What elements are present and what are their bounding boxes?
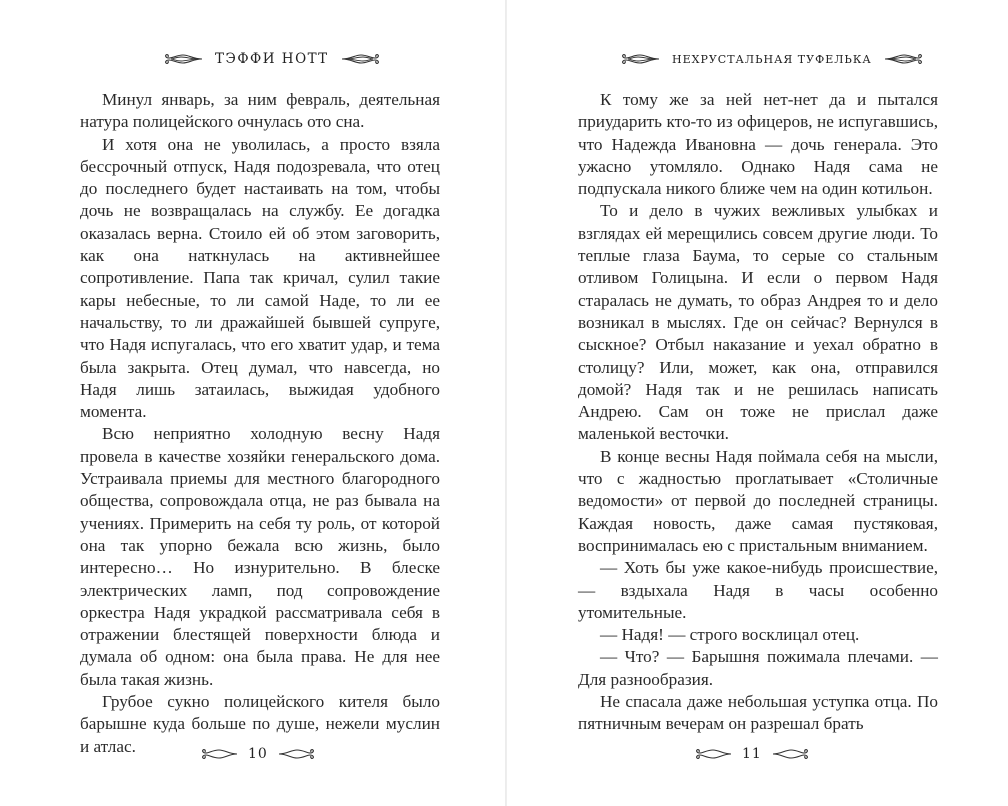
page-number: 10 (248, 746, 268, 762)
paragraph: И хотя она не уволилась, а просто взяла бессрочный отпуск, Надя подозревала, что отец до последнего будет настаивать на том, чтобы дочь не возвращалась на службу. Ее догадка оказалась верна. Стоило ей об этом заговорить, как она наткнулась на активнейшее сопротивление. Папа так кричал, сулил такие кары небесные, то ли самой Наде, то ли ее начальству, то ли дражайшей бывшей супруге, что Надя испугалась, что его хватит удар, и тема была закрыта. Отец думал, что навсегда, но Надя лишь затаилась, выжидая удобного момента. (80, 134, 440, 422)
page-number: 11 (742, 746, 762, 762)
flourish-right-icon (341, 52, 381, 66)
paragraph: Грубое сукно полицейского кителя было барышне куда больше по душе, нежели муслин и атлас. (80, 692, 440, 756)
paragraph: То и дело в чужих вежливых улыбках и взглядах ей мерещились совсем другие люди. То теплые глаза Баума, то серые со стальным отливом Голицына. И если о первом Надя старалась не думать, то образ Андрея то и дело возникал в мыслях. Где он сейчас? Вернулся в сыскное? Отбыл наказание и уехал обратно в столицу? Или, может, как она, отправился домой? Надя так и не решилась написать Андрею. Сам он тоже не прислал даже маленькой весточки. (578, 201, 938, 444)
dialogue-line: — Надя! — строго восклицал отец. (600, 625, 860, 645)
flourish-left-icon (163, 52, 203, 66)
running-head-title: ТЭФФИ НОТТ (215, 51, 329, 67)
right-folio (507, 740, 1008, 768)
flourish-left-icon (620, 52, 660, 66)
left-running-head (0, 47, 505, 71)
flourish-right-icon (772, 747, 810, 761)
paragraph: К тому же за ней нет-нет да и пытался приударить кто-то из офицеров, не испугавшись, что Надежда Ивановна — дочь генерала. Это ужасно утомляло. Однако Надя сама не подпускала никого ближе чем на один котильон. (578, 90, 938, 199)
flourish-left-icon (200, 747, 238, 761)
right-page (507, 0, 1008, 806)
left-text-block (80, 89, 440, 758)
right-running-head (507, 47, 1008, 71)
running-head-title: НЕХРУСТАЛЬНАЯ ТУФЕЛЬКА (672, 52, 872, 66)
paragraph: Минул январь, за ним февраль, деятельная натура полицейского очнулась ото сна. (80, 90, 440, 132)
paragraph: Не спасала даже небольшая уступка отца. По пятничным вечерам он разрешал брать (578, 692, 938, 734)
right-text-block (578, 89, 938, 736)
left-folio (0, 740, 505, 768)
dialogue-line: — Хоть бы уже какое-нибудь происшествие, — вздыхала Надя в часы особенно утомительные. (578, 558, 938, 622)
flourish-right-icon (278, 747, 316, 761)
dialogue-line: — Что? — Барышня пожимала плечами. — Для разнообразия. (578, 647, 938, 689)
flourish-left-icon (694, 747, 732, 761)
flourish-right-icon (884, 52, 924, 66)
paragraph: В конце весны Надя поймала себя на мысли, что с жадностью проглатывает «Столичные ведомости» от первой до последней страницы. Каждая новость, даже самая пустяковая, воспринималась ею с пристальным вниманием. (578, 446, 938, 555)
paragraph: Всю неприятно холодную весну Надя провела в качестве хозяйки генеральского дома. Устраивала приемы для местного благородного общества, сопровождала отца, не раз бывала на учениях. Примерить на себя ту роль, от которой она так упорно бежала всю жизнь, было интересно… Но изнурительно. В блеске электрических ламп, под сопровождение оркестра Надя украдкой рассматривала себя в отражении блестящей поверхности блюда и думала об одном: она была права. Не для нее была такая жизнь. (80, 424, 440, 689)
